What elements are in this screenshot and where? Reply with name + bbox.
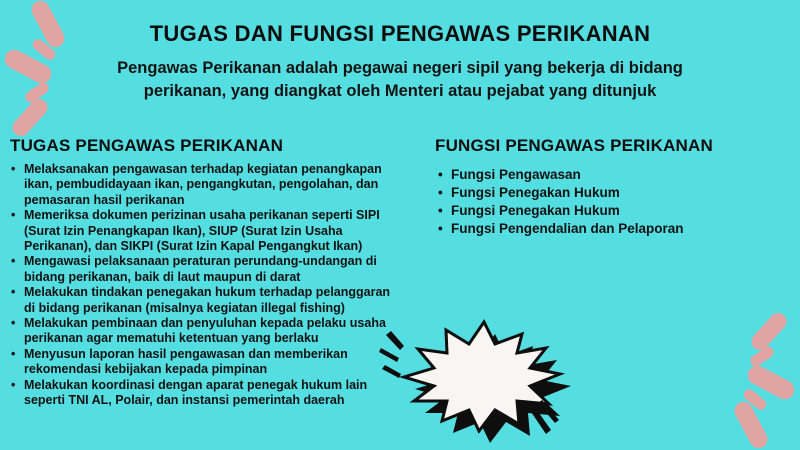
list-item: • Melaksanakan pengawasan terhadap kegiatan penangkapan ikan, pembudidayaan ikan, pengangkutan, pengolahan, dan pemasaran hasil perikanan [10,162,392,208]
left-section-heading: TUGAS PENGAWAS PERIKANAN [10,136,284,155]
list-item: • Melakukan koordinasi dengan aparat penegak hukum lain seperti TNI AL, Polair, dan instansi pemerintah daerah [10,378,392,409]
list-item: • Menyusun laporan hasil pengawasan dan memberikan rekomendasi kebijakan kepada pimpinan [10,347,392,378]
list-item: • Fungsi Penegakan Hukum [437,184,737,202]
list-item: • Fungsi Pengendalian dan Pelaporan [437,220,737,238]
list-item: • Mengawasi pelaksanaan peraturan perundang-undangan di bidang perikanan, baik di laut maupun di darat [10,254,392,285]
starburst-speech-bubble-icon [370,295,585,450]
brush-stroke-fan-icon [727,304,797,449]
right-section-list [437,166,737,238]
right-section-heading: FUNGSI PENGAWAS PERIKANAN [435,136,713,155]
list-item: • Melakukan pembinaan dan penyuluhan kepada pelaku usaha perikanan agar mematuhi ketentuan yang berlaku [10,316,392,347]
subtitle: Pengawas Perikanan adalah pegawai negeri sipil yang bekerja di bidang perikanan, yang diangkat oleh Menteri atau pejabat yang ditunjuk [117,59,683,101]
list-item: • Fungsi Pengawasan [437,166,737,184]
list-item: • Memeriksa dokumen perizinan usaha perikanan seperti SIPI (Surat Izin Penangkapan Ikan), SIUP (Surat Izin Usaha Perikanan), dan SIKPI (Surat Izin Kapal Pengangkut Ikan) [10,208,392,254]
list-item: • Fungsi Penegakan Hukum [437,202,737,220]
page-title: TUGAS DAN FUNGSI PENGAWAS PERIKANAN [149,21,651,46]
list-item: • Melakukan tindakan penegakan hukum terhadap pelanggaran di bidang perikanan (misalnya kegiatan illegal fishing) [10,285,392,316]
left-section-list [10,162,392,409]
